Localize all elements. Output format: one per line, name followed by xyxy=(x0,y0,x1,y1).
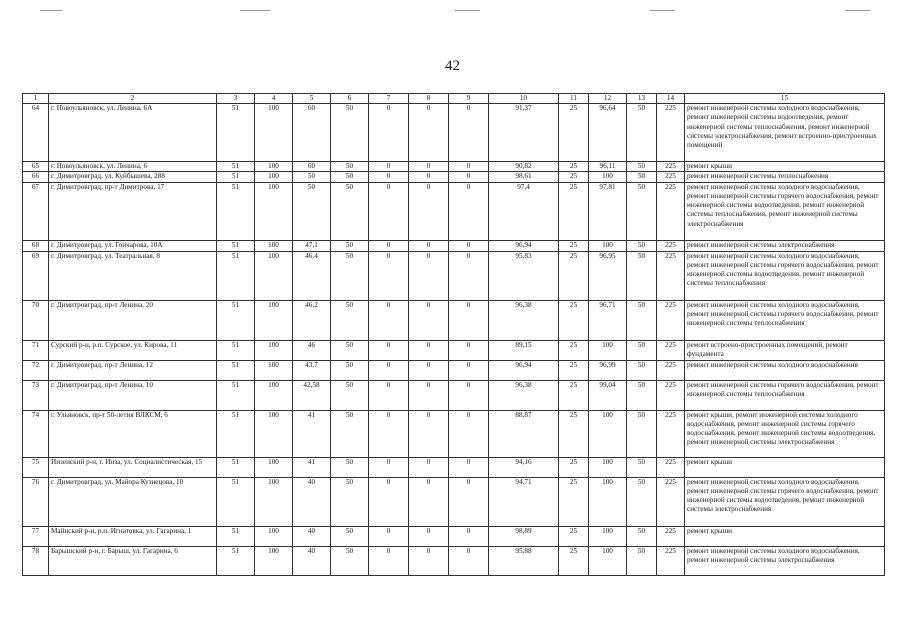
value-cell-c8: 0 xyxy=(409,526,449,546)
value-cell-c3: 51 xyxy=(217,172,255,182)
value-cell-c11: 25 xyxy=(559,477,589,526)
value-cell-c12: 100 xyxy=(589,526,627,546)
value-cell-c7: 0 xyxy=(369,182,409,240)
work-type-cell: ремонт инженерной системы горячего водоснабжения, ремонт инженерной системы теплоснабжения xyxy=(685,380,885,410)
value-cell-c4: 100 xyxy=(255,172,293,182)
row-number-cell: 67 xyxy=(23,182,49,240)
value-cell-c5: 46,4 xyxy=(293,251,331,300)
value-cell-c8: 0 xyxy=(409,477,449,526)
row-number-cell: 70 xyxy=(23,300,49,340)
table-row xyxy=(23,340,885,360)
value-cell-c9: 0 xyxy=(449,380,489,410)
value-cell-c13: 50 xyxy=(627,340,657,360)
value-cell-c4: 100 xyxy=(255,457,293,477)
value-cell-c3: 51 xyxy=(217,380,255,410)
value-cell-c10: 91,37 xyxy=(489,104,559,162)
address-cell: Инзенский р-н, г. Инза, ул. Социалистическая, 15 xyxy=(49,457,217,477)
value-cell-c4: 100 xyxy=(255,477,293,526)
table-row xyxy=(23,251,885,300)
row-number-cell: 77 xyxy=(23,526,49,546)
address-cell: г. Димитровград, ул. Куйбышева, 288 xyxy=(49,172,217,182)
column-header: 11 xyxy=(559,94,589,104)
value-cell-c5: 40 xyxy=(293,477,331,526)
value-cell-c11: 25 xyxy=(559,251,589,300)
value-cell-c3: 51 xyxy=(217,240,255,251)
value-cell-c11: 25 xyxy=(559,162,589,172)
value-cell-c10: 90,82 xyxy=(489,162,559,172)
value-cell-c11: 25 xyxy=(559,546,589,575)
work-type-cell: ремонт инженерной системы холодного водоснабжения, ремонт инженерной системы водоотведения, ремонт инженерной системы теплоснабжения, ремонт инженерной системы электроснабжения, ремонт встроенно-пристроенных помещений xyxy=(685,104,885,162)
address-cell: г. Димитровград, пр-т Ленина, 10 xyxy=(49,380,217,410)
value-cell-c14: 225 xyxy=(657,182,685,240)
value-cell-c5: 46 xyxy=(293,340,331,360)
value-cell-c9: 0 xyxy=(449,104,489,162)
value-cell-c8: 0 xyxy=(409,340,449,360)
scan-artifact-top xyxy=(455,10,480,11)
address-cell: г. Димитровград, пр-т Ленина, 12 xyxy=(49,360,217,380)
value-cell-c11: 25 xyxy=(559,526,589,546)
value-cell-c10: 96,94 xyxy=(489,360,559,380)
value-cell-c8: 0 xyxy=(409,300,449,340)
value-cell-c3: 51 xyxy=(217,546,255,575)
value-cell-c12: 100 xyxy=(589,410,627,457)
value-cell-c6: 50 xyxy=(331,162,369,172)
value-cell-c14: 225 xyxy=(657,340,685,360)
value-cell-c7: 0 xyxy=(369,546,409,575)
table-row xyxy=(23,360,885,380)
value-cell-c6: 50 xyxy=(331,182,369,240)
value-cell-c3: 51 xyxy=(217,477,255,526)
column-header: 6 xyxy=(331,94,369,104)
value-cell-c5: 40 xyxy=(293,546,331,575)
value-cell-c8: 0 xyxy=(409,162,449,172)
value-cell-c9: 0 xyxy=(449,340,489,360)
value-cell-c7: 0 xyxy=(369,340,409,360)
column-header: 7 xyxy=(369,94,409,104)
value-cell-c11: 25 xyxy=(559,457,589,477)
value-cell-c14: 225 xyxy=(657,380,685,410)
value-cell-c10: 96,94 xyxy=(489,240,559,251)
value-cell-c10: 96,38 xyxy=(489,300,559,340)
value-cell-c7: 0 xyxy=(369,162,409,172)
value-cell-c6: 50 xyxy=(331,546,369,575)
value-cell-c14: 225 xyxy=(657,162,685,172)
value-cell-c4: 100 xyxy=(255,240,293,251)
work-type-cell: ремонт крыши xyxy=(685,162,885,172)
work-type-cell: ремонт инженерной системы теплоснабжения xyxy=(685,172,885,182)
value-cell-c7: 0 xyxy=(369,457,409,477)
value-cell-c11: 25 xyxy=(559,240,589,251)
address-cell: Барышский р-н, г. Барыш, ул. Гагарина, 6 xyxy=(49,546,217,575)
value-cell-c12: 100 xyxy=(589,240,627,251)
value-cell-c12: 96,95 xyxy=(589,251,627,300)
value-cell-c5: 46,2 xyxy=(293,300,331,340)
work-type-cell: ремонт крыши xyxy=(685,526,885,546)
value-cell-c6: 50 xyxy=(331,410,369,457)
value-cell-c6: 50 xyxy=(331,251,369,300)
value-cell-c7: 0 xyxy=(369,300,409,340)
value-cell-c5: 41 xyxy=(293,457,331,477)
value-cell-c13: 50 xyxy=(627,300,657,340)
value-cell-c9: 0 xyxy=(449,162,489,172)
value-cell-c8: 0 xyxy=(409,172,449,182)
work-type-cell: ремонт крыши, ремонт инженерной системы холодного водоснабжения, ремонт инженерной системы горячего водоснабжения, ремонт инженерной системы водоотведения, ремонт инженерной системы электроснабжения xyxy=(685,410,885,457)
repair-program-table xyxy=(22,93,885,576)
value-cell-c10: 95,83 xyxy=(489,251,559,300)
value-cell-c12: 96,64 xyxy=(589,104,627,162)
value-cell-c13: 50 xyxy=(627,172,657,182)
value-cell-c9: 0 xyxy=(449,410,489,457)
value-cell-c11: 25 xyxy=(559,360,589,380)
address-cell: Майнский р-н, р.п. Игнатовка, ул. Гагарина, 1 xyxy=(49,526,217,546)
value-cell-c14: 225 xyxy=(657,457,685,477)
table-row xyxy=(23,300,885,340)
value-cell-c11: 25 xyxy=(559,182,589,240)
value-cell-c4: 100 xyxy=(255,300,293,340)
value-cell-c6: 50 xyxy=(331,457,369,477)
column-header: 5 xyxy=(293,94,331,104)
scan-artifact-top xyxy=(240,10,270,11)
address-cell: г. Димитровград, ул. Гончарова, 10А xyxy=(49,240,217,251)
value-cell-c7: 0 xyxy=(369,360,409,380)
value-cell-c12: 99,04 xyxy=(589,380,627,410)
row-number-cell: 75 xyxy=(23,457,49,477)
value-cell-c3: 51 xyxy=(217,360,255,380)
address-cell: г. Димитровград, пр-т Ленина, 20 xyxy=(49,300,217,340)
value-cell-c6: 50 xyxy=(331,172,369,182)
value-cell-c13: 50 xyxy=(627,162,657,172)
value-cell-c10: 98,89 xyxy=(489,526,559,546)
column-header: 10 xyxy=(489,94,559,104)
value-cell-c9: 0 xyxy=(449,251,489,300)
value-cell-c9: 0 xyxy=(449,457,489,477)
value-cell-c3: 51 xyxy=(217,410,255,457)
value-cell-c5: 41 xyxy=(293,410,331,457)
value-cell-c10: 96,38 xyxy=(489,380,559,410)
value-cell-c6: 50 xyxy=(331,104,369,162)
value-cell-c12: 96,11 xyxy=(589,162,627,172)
table-row xyxy=(23,477,885,526)
value-cell-c7: 0 xyxy=(369,380,409,410)
value-cell-c5: 43,7 xyxy=(293,360,331,380)
column-header: 9 xyxy=(449,94,489,104)
row-number-cell: 69 xyxy=(23,251,49,300)
row-number-cell: 74 xyxy=(23,410,49,457)
value-cell-c12: 100 xyxy=(589,172,627,182)
value-cell-c11: 25 xyxy=(559,410,589,457)
value-cell-c10: 94,16 xyxy=(489,457,559,477)
work-type-cell: ремонт инженерной системы холодного водоснабжения, ремонт инженерной системы горячего водоснабжения, ремонт инженерной системы водоотведения, ремонт инженерной системы теплоснабжения, ремонт инженерной системы электроснабжения xyxy=(685,182,885,240)
value-cell-c6: 50 xyxy=(331,360,369,380)
column-header: 12 xyxy=(589,94,627,104)
address-cell: г. Ульяновск, пр-т 50-летия ВЛКСМ, 6 xyxy=(49,410,217,457)
value-cell-c6: 50 xyxy=(331,380,369,410)
table-row xyxy=(23,162,885,172)
address-cell: г. Димитровград, ул. Театральная, 8 xyxy=(49,251,217,300)
value-cell-c5: 42,58 xyxy=(293,380,331,410)
address-cell: г. Новоульяновск, ул. Ленина, 6А xyxy=(49,104,217,162)
value-cell-c13: 50 xyxy=(627,251,657,300)
value-cell-c12: 97,81 xyxy=(589,182,627,240)
address-cell: г. Димитровград, ул. Майора Кузнецова, 10 xyxy=(49,477,217,526)
value-cell-c12: 100 xyxy=(589,457,627,477)
address-cell: г. Новоульяновск, ул. Ленина, 6 xyxy=(49,162,217,172)
value-cell-c9: 0 xyxy=(449,300,489,340)
row-number-cell: 78 xyxy=(23,546,49,575)
value-cell-c7: 0 xyxy=(369,240,409,251)
value-cell-c5: 47,1 xyxy=(293,240,331,251)
work-type-cell: ремонт крыши xyxy=(685,457,885,477)
row-number-cell: 72 xyxy=(23,360,49,380)
value-cell-c7: 0 xyxy=(369,526,409,546)
column-header: 4 xyxy=(255,94,293,104)
value-cell-c8: 0 xyxy=(409,546,449,575)
value-cell-c13: 50 xyxy=(627,360,657,380)
work-type-cell: ремонт инженерной системы холодного водоснабжения, ремонт инженерной системы электроснабжения xyxy=(685,546,885,575)
value-cell-c3: 51 xyxy=(217,182,255,240)
value-cell-c5: 60 xyxy=(293,104,331,162)
value-cell-c8: 0 xyxy=(409,380,449,410)
value-cell-c4: 100 xyxy=(255,251,293,300)
column-header: 2 xyxy=(49,94,217,104)
value-cell-c4: 100 xyxy=(255,526,293,546)
table-row xyxy=(23,104,885,162)
value-cell-c11: 25 xyxy=(559,380,589,410)
value-cell-c12: 96,71 xyxy=(589,300,627,340)
value-cell-c14: 225 xyxy=(657,410,685,457)
row-number-cell: 68 xyxy=(23,240,49,251)
value-cell-c14: 225 xyxy=(657,240,685,251)
value-cell-c14: 225 xyxy=(657,300,685,340)
repair-program-table-wrapper xyxy=(22,93,884,576)
value-cell-c13: 50 xyxy=(627,380,657,410)
value-cell-c5: 50 xyxy=(293,172,331,182)
table-row xyxy=(23,182,885,240)
table-row xyxy=(23,410,885,457)
value-cell-c13: 50 xyxy=(627,546,657,575)
scan-artifact-top xyxy=(845,10,870,11)
table-row xyxy=(23,172,885,182)
value-cell-c13: 50 xyxy=(627,477,657,526)
value-cell-c8: 0 xyxy=(409,251,449,300)
work-type-cell: ремонт встроено-пристроенных помещений, ремонт фундамента xyxy=(685,340,885,360)
value-cell-c8: 0 xyxy=(409,457,449,477)
value-cell-c6: 50 xyxy=(331,300,369,340)
address-cell: г. Димитровград, пр-т Димитрова, 17 xyxy=(49,182,217,240)
value-cell-c5: 40 xyxy=(293,526,331,546)
value-cell-c9: 0 xyxy=(449,240,489,251)
value-cell-c3: 51 xyxy=(217,457,255,477)
value-cell-c11: 25 xyxy=(559,104,589,162)
value-cell-c14: 225 xyxy=(657,546,685,575)
work-type-cell: ремонт инженерной системы холодного водоснабжения, ремонт инженерной системы горячего водоснабжения, ремонт инженерной системы теплоснабжения xyxy=(685,300,885,340)
row-number-cell: 65 xyxy=(23,162,49,172)
value-cell-c10: 88,87 xyxy=(489,410,559,457)
value-cell-c12: 100 xyxy=(589,340,627,360)
value-cell-c10: 95,88 xyxy=(489,546,559,575)
value-cell-c3: 51 xyxy=(217,300,255,340)
column-header: 1 xyxy=(23,94,49,104)
value-cell-c5: 50 xyxy=(293,182,331,240)
value-cell-c6: 50 xyxy=(331,240,369,251)
value-cell-c3: 51 xyxy=(217,251,255,300)
value-cell-c6: 50 xyxy=(331,340,369,360)
value-cell-c9: 0 xyxy=(449,477,489,526)
scan-artifact-top xyxy=(40,10,62,11)
column-header: 8 xyxy=(409,94,449,104)
value-cell-c13: 50 xyxy=(627,410,657,457)
value-cell-c10: 98,61 xyxy=(489,172,559,182)
value-cell-c12: 96,99 xyxy=(589,360,627,380)
value-cell-c14: 225 xyxy=(657,360,685,380)
value-cell-c9: 0 xyxy=(449,546,489,575)
value-cell-c4: 100 xyxy=(255,410,293,457)
value-cell-c8: 0 xyxy=(409,410,449,457)
row-number-cell: 64 xyxy=(23,104,49,162)
value-cell-c4: 100 xyxy=(255,546,293,575)
row-number-cell: 73 xyxy=(23,380,49,410)
row-number-cell: 71 xyxy=(23,340,49,360)
address-cell: Сурский р-н, р.п. Сурское, ул. Кирова, 11 xyxy=(49,340,217,360)
value-cell-c12: 100 xyxy=(589,546,627,575)
value-cell-c14: 225 xyxy=(657,251,685,300)
column-header: 15 xyxy=(685,94,885,104)
value-cell-c7: 0 xyxy=(369,477,409,526)
value-cell-c4: 100 xyxy=(255,104,293,162)
work-type-cell: ремонт инженерной системы холодного водоснабжения xyxy=(685,360,885,380)
value-cell-c4: 100 xyxy=(255,162,293,172)
value-cell-c4: 100 xyxy=(255,340,293,360)
value-cell-c13: 50 xyxy=(627,104,657,162)
value-cell-c3: 51 xyxy=(217,162,255,172)
value-cell-c14: 225 xyxy=(657,172,685,182)
value-cell-c10: 97,4 xyxy=(489,182,559,240)
value-cell-c8: 0 xyxy=(409,104,449,162)
value-cell-c13: 50 xyxy=(627,457,657,477)
value-cell-c14: 225 xyxy=(657,526,685,546)
value-cell-c4: 100 xyxy=(255,380,293,410)
value-cell-c3: 51 xyxy=(217,104,255,162)
row-number-cell: 66 xyxy=(23,172,49,182)
value-cell-c5: 60 xyxy=(293,162,331,172)
value-cell-c14: 225 xyxy=(657,104,685,162)
column-number-header-row xyxy=(23,94,885,104)
row-number-cell: 76 xyxy=(23,477,49,526)
table-row xyxy=(23,526,885,546)
page-number: 42 xyxy=(445,58,460,74)
value-cell-c6: 50 xyxy=(331,477,369,526)
value-cell-c3: 51 xyxy=(217,340,255,360)
value-cell-c4: 100 xyxy=(255,182,293,240)
value-cell-c12: 100 xyxy=(589,477,627,526)
column-header: 13 xyxy=(627,94,657,104)
value-cell-c13: 50 xyxy=(627,240,657,251)
value-cell-c11: 25 xyxy=(559,340,589,360)
value-cell-c9: 0 xyxy=(449,182,489,240)
value-cell-c11: 25 xyxy=(559,300,589,340)
value-cell-c7: 0 xyxy=(369,172,409,182)
value-cell-c9: 0 xyxy=(449,526,489,546)
work-type-cell: ремонт инженерной системы холодного водоснабжения, ремонт инженерной системы горячего водоснабжения, ремонт инженерной системы водоотведения, ремонт инженерной системы электроснабжения xyxy=(685,477,885,526)
value-cell-c7: 0 xyxy=(369,104,409,162)
table-row xyxy=(23,546,885,575)
work-type-cell: ремонт инженерной системы холодного водоснабжения, ремонт инженерной системы горячего водоснабжения, ремонт инженерной системы водоотведения, ремонт инженерной системы теплоснабжения xyxy=(685,251,885,300)
value-cell-c8: 0 xyxy=(409,360,449,380)
work-type-cell: ремонт инженерной системы электроснабжения xyxy=(685,240,885,251)
value-cell-c13: 50 xyxy=(627,182,657,240)
value-cell-c8: 0 xyxy=(409,182,449,240)
value-cell-c7: 0 xyxy=(369,410,409,457)
value-cell-c14: 225 xyxy=(657,477,685,526)
value-cell-c7: 0 xyxy=(369,251,409,300)
value-cell-c10: 89,15 xyxy=(489,340,559,360)
value-cell-c11: 25 xyxy=(559,172,589,182)
table-row xyxy=(23,380,885,410)
table-row xyxy=(23,240,885,251)
scan-artifact-top xyxy=(650,10,675,11)
column-header: 3 xyxy=(217,94,255,104)
value-cell-c9: 0 xyxy=(449,360,489,380)
column-header: 14 xyxy=(657,94,685,104)
value-cell-c6: 50 xyxy=(331,526,369,546)
value-cell-c9: 0 xyxy=(449,172,489,182)
value-cell-c10: 94,71 xyxy=(489,477,559,526)
value-cell-c13: 50 xyxy=(627,526,657,546)
value-cell-c4: 100 xyxy=(255,360,293,380)
value-cell-c3: 51 xyxy=(217,526,255,546)
value-cell-c8: 0 xyxy=(409,240,449,251)
table-row xyxy=(23,457,885,477)
